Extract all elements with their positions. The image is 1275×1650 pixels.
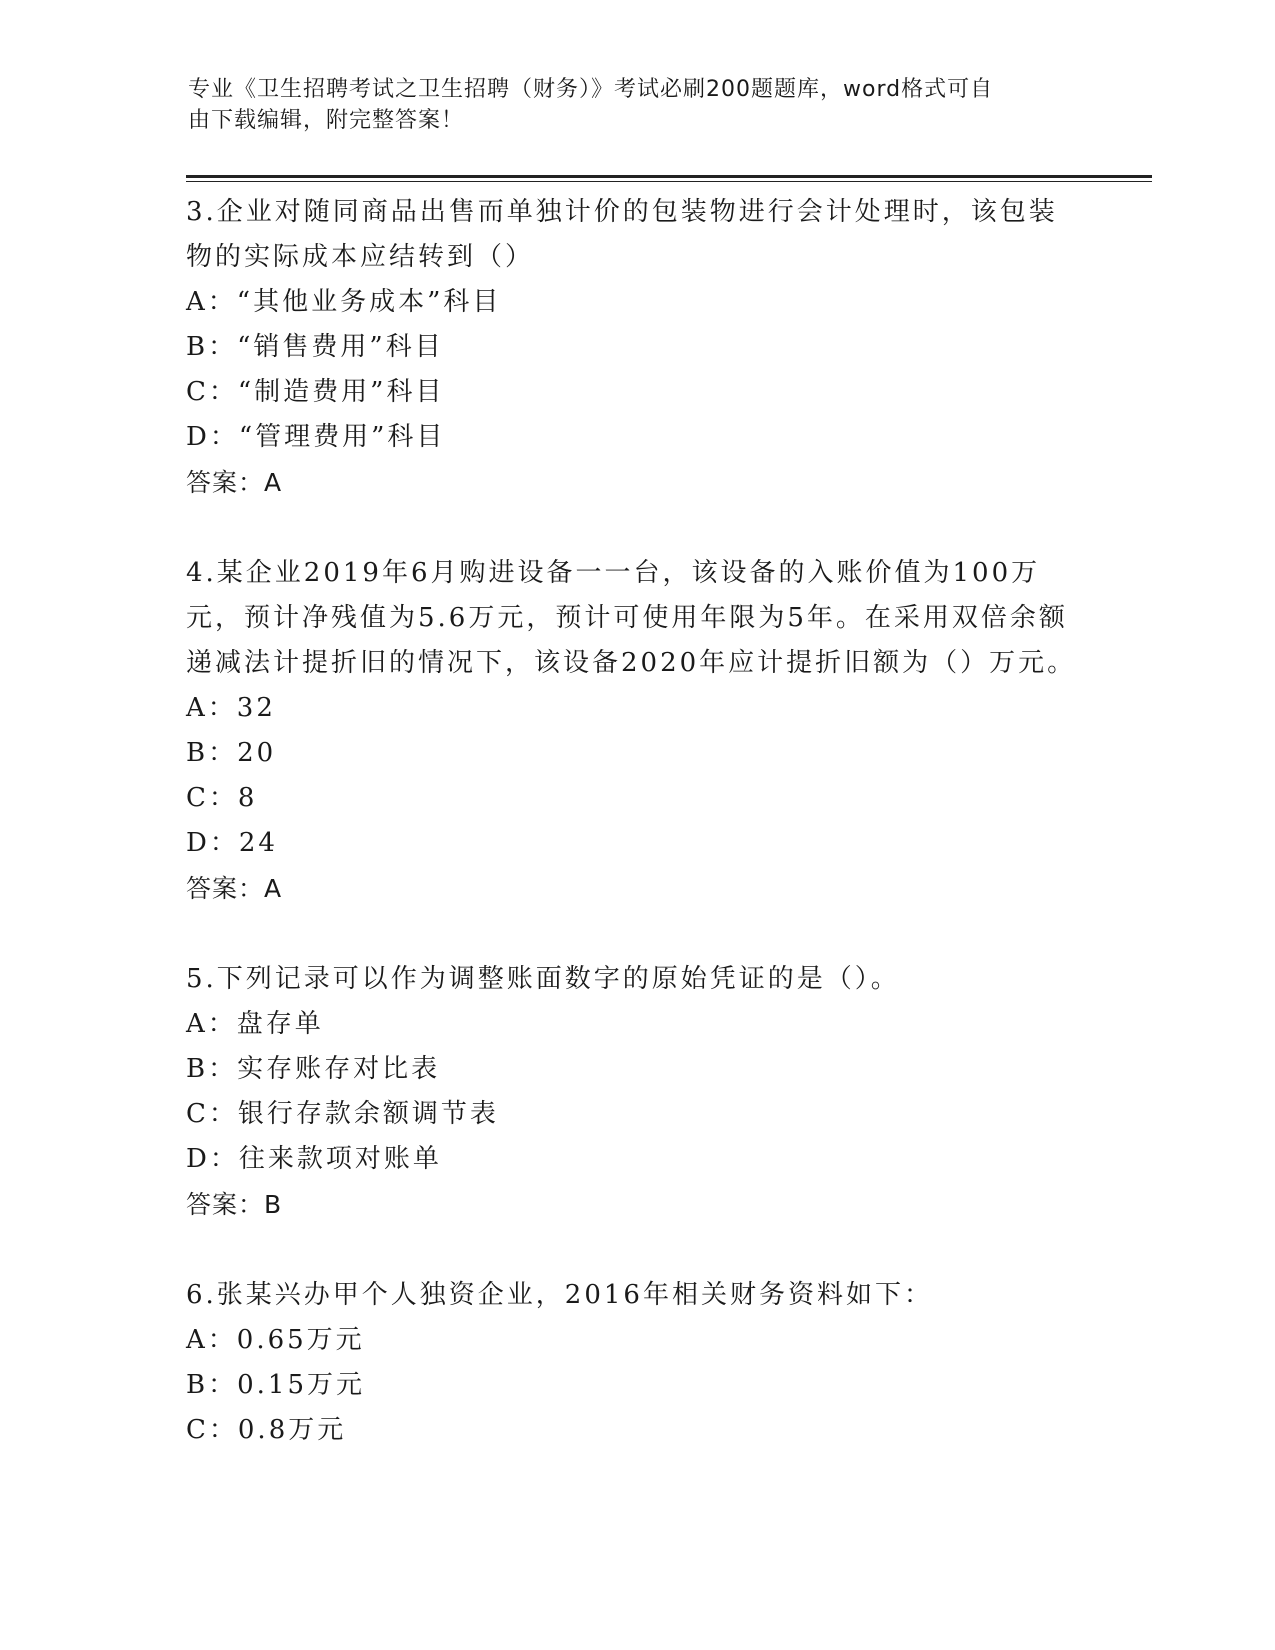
option-a: A：32 [186, 693, 276, 723]
option-c: C：“制造费用”科目 [186, 377, 445, 407]
option-b: B：“销售费用”科目 [186, 332, 444, 362]
option-d: D：往来款项对账单 [186, 1144, 442, 1174]
option-d: D：“管理费用”科目 [186, 422, 446, 452]
question-spacer [186, 1227, 1086, 1273]
question-stem: 4.某企业2019年6月购进设备一一台，该设备的入账价值为100万元，预计净残值为5.6万元，预计可使用年限为5年。在采用双倍余额递减法计提折旧的情况下，该设备2020年应计提折旧额为（）万元。 [186, 558, 1077, 678]
question-4 [186, 551, 1086, 911]
question-6 [186, 1273, 1086, 1453]
question-5 [186, 957, 1086, 1227]
question-list [186, 190, 1086, 1453]
option-c: C：银行存款余额调节表 [186, 1099, 499, 1129]
option-d: D：24 [186, 828, 278, 858]
answer-line: 答案：B [186, 1190, 283, 1219]
option-b: B：20 [186, 738, 277, 768]
header-divider-thin [186, 181, 1152, 182]
option-b: B：实存账存对比表 [186, 1054, 441, 1084]
header-divider-thick [186, 175, 1152, 178]
option-a: A：“其他业务成本”科目 [186, 287, 502, 317]
option-c: C：8 [186, 783, 258, 813]
question-stem: 6.张某兴办甲个人独资企业，2016年相关财务资料如下： [186, 1280, 933, 1310]
header-line-1: 专业《卫生招聘考试之卫生招聘（财务）》考试必刷200题题库，word格式可自 [188, 77, 994, 102]
answer-line: 答案：A [186, 874, 283, 903]
question-spacer [186, 505, 1086, 551]
option-b: B：0.15万元 [186, 1370, 365, 1400]
header-line-2: 由下载编辑，附完整答案！ [188, 108, 465, 133]
question-stem: 5.下列记录可以作为调整账面数字的原始凭证的是（）。 [186, 964, 900, 994]
option-c: C：0.8万元 [186, 1415, 347, 1445]
question-3 [186, 190, 1086, 505]
question-stem: 3.企业对随同商品出售而单独计价的包装物进行会计处理时，该包装物的实际成本应结转到（） [186, 197, 1058, 272]
option-a: A：0.65万元 [186, 1325, 365, 1355]
question-spacer [186, 911, 1086, 957]
answer-line: 答案：A [186, 468, 283, 497]
document-header [188, 74, 1068, 136]
option-a: A：盘存单 [186, 1009, 324, 1039]
